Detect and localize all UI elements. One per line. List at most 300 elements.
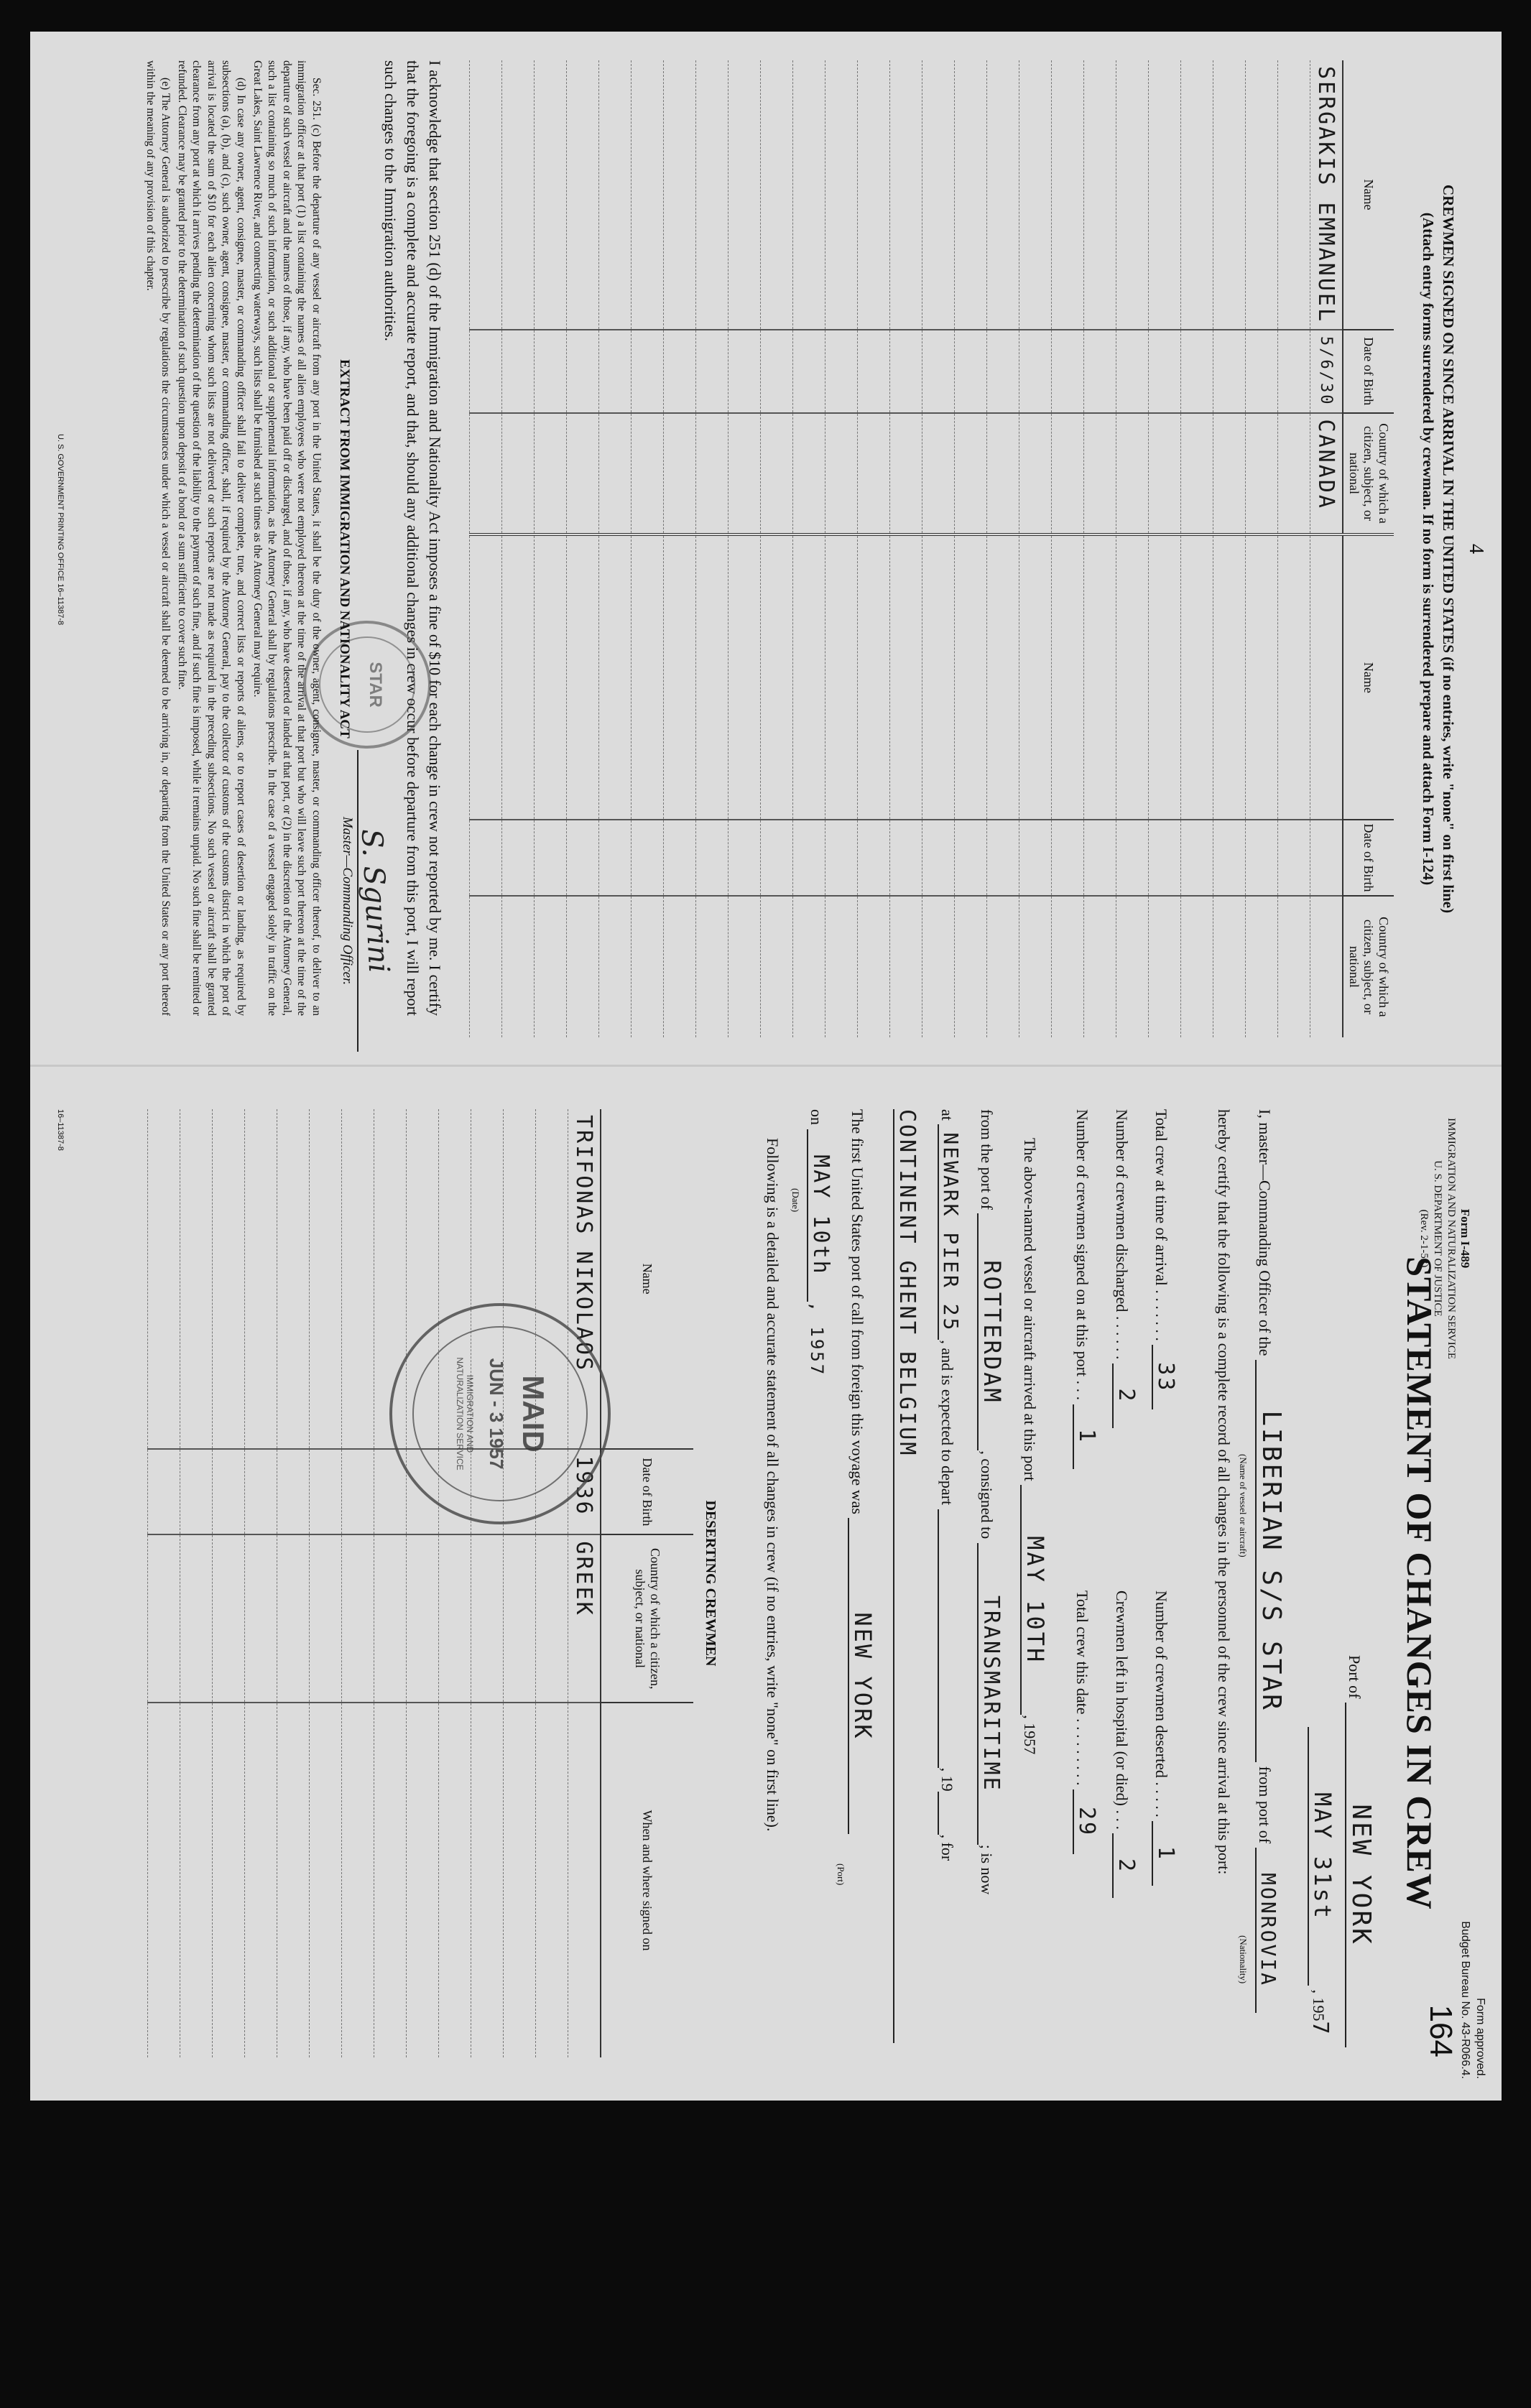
signed-name-cell [1051, 60, 1083, 330]
origin-prefix: from the port of [978, 1109, 996, 1210]
deserting-name-cell [277, 1109, 310, 1449]
signed-country-cell-2 [986, 896, 1019, 1037]
arrived-year: , 1957 [1021, 1715, 1039, 1755]
signed-dob-cell [728, 330, 760, 412]
deserting-country-cell [504, 1534, 536, 1703]
col-header-dob-2: Date of Birth [1343, 820, 1394, 896]
port-caption: (Port) [836, 1863, 846, 1886]
count-discharged-row: Number of crewmen discharged . . . . . . 2 [1112, 1109, 1139, 1428]
signed-on-row [1148, 60, 1180, 1037]
signed-on-heading-line1: CREWMEN SIGNED ON SINCE ARRIVAL IN THE UNITED STATES (if no entries, write "none" on first line) [1440, 184, 1457, 914]
signed-dob-cell [695, 330, 728, 412]
signed-country-cell [631, 413, 663, 535]
departure-year-blank [938, 1792, 958, 1835]
signed-on-row [1083, 60, 1116, 1037]
total-this-date-label: Total crew this date [1073, 1590, 1091, 1715]
signed-on-row [663, 60, 695, 1037]
signed-name-cell-2 [986, 534, 1019, 820]
signed-dob-cell [1213, 330, 1245, 412]
departure-date-blank [938, 1509, 958, 1768]
deserting-row [342, 1109, 374, 2057]
signed-dob-cell [857, 330, 889, 412]
extract-paragraph-d: (d) In case any owner, agent, consignee, master, or commanding officer shall fail to deliver complete, true, and correct lists or reports of aliens, or to report cases of desertion or landing, as required by subsections (a), (b), and (c), such owner, agent, consignee, master, or commanding officer, shall, if required by the Attorney General, pay to the collector of customs of the customs district in which the port of arrival is located the sum of $10 for each alien concerning whom such lists are not delivered or such reports are not made as required in the preceding subsections. No such vessel or aircraft shall be granted clearance from any port at which it arrives pending the determination of the question of the liability to the payment of such fine, and if such fine is imposed, while it remains unpaid. No such fine shall be remitted or refunded. Clearance may be granted prior to the determination of such question upon deposit of a bond or a sum sufficient to cover such fine. [175, 60, 247, 1016]
signed-country-cell [922, 413, 954, 535]
signed-country-cell [534, 413, 566, 535]
signed-dob-cell-2 [1083, 820, 1116, 896]
budget-bureau-label: Budget Bureau No. 43-R066.4. [1459, 1921, 1472, 2079]
deserting-dob-cell [342, 1449, 374, 1534]
signed-name-cell-2 [922, 534, 954, 820]
signed-name-cell-2 [825, 534, 857, 820]
signed-on-label: Number of crewmen signed on at this port [1073, 1109, 1091, 1377]
signed-country-cell [1019, 413, 1051, 535]
signed-dob-cell-2 [1148, 820, 1180, 896]
signed-country-cell [954, 413, 986, 535]
deserting-when-cell [180, 1703, 213, 2057]
signed-country-cell [1180, 413, 1213, 535]
total-this-date-value: 29 [1073, 1789, 1099, 1854]
signed-name-cell-2 [663, 534, 695, 820]
signed-name-cell [760, 60, 792, 330]
signed-country-cell-2 [889, 896, 922, 1037]
signed-country-cell [695, 413, 728, 535]
signed-dob-cell [954, 330, 986, 412]
signed-country-cell [1245, 413, 1277, 535]
arrived-prefix: The above-named vessel or aircraft arrived at this port [1021, 1138, 1039, 1481]
deserting-title: DESERTING CREWMEN [703, 1500, 718, 1667]
signed-country-cell-2 [534, 896, 566, 1037]
signed-dob-cell [1083, 330, 1116, 412]
signed-dob-cell-2 [889, 820, 922, 896]
signed-on-row [1019, 60, 1051, 1037]
signed-name-cell [534, 60, 566, 330]
for-label: , for [938, 1834, 956, 1861]
signed-country-cell [1277, 413, 1310, 535]
deserting-name-cell [245, 1109, 277, 1449]
count-deserted-row: Number of crewmen deserted . . . . . 1 [1152, 1590, 1178, 1886]
immigration-stamp-agency: IMMIGRATION AND NATURALIZATION SERVICE [454, 1357, 475, 1471]
signed-dob-cell-2 [760, 820, 792, 896]
deserting-country-cell [148, 1534, 180, 1703]
signed-dob-cell-2 [501, 820, 534, 896]
signed-dob-cell [1277, 330, 1310, 412]
signed-on-row [792, 60, 825, 1037]
deserting-row [148, 1109, 180, 2057]
signed-name-cell-2 [598, 534, 631, 820]
deserting-when-cell [439, 1703, 471, 2057]
deserted-label: Number of crewmen deserted [1152, 1590, 1170, 1778]
signed-country-cell-2 [695, 896, 728, 1037]
discharged-value: 2 [1112, 1363, 1139, 1428]
master-row [1255, 1109, 1286, 2013]
signed-name-cell [857, 60, 889, 330]
signed-name-cell-2 [792, 534, 825, 820]
signed-name-cell-2 [1213, 534, 1245, 820]
signed-on-row [760, 60, 792, 1037]
first-port-value: NEW YORK [848, 1518, 876, 1834]
signed-dob-cell-2 [566, 820, 598, 896]
signed-country-cell-2 [598, 896, 631, 1037]
report-date-row [1308, 1727, 1336, 2037]
signed-name-cell [1083, 60, 1116, 330]
signed-country-cell-2 [922, 896, 954, 1037]
signed-name-cell [825, 60, 857, 330]
signed-name-cell [728, 60, 760, 330]
first-port-label: The first United States port of call from foreign this voyage was [848, 1109, 866, 1514]
signed-country-cell-2 [631, 896, 663, 1037]
signed-dob-cell [598, 330, 631, 412]
signed-country-cell [663, 413, 695, 535]
from-port-label: from port of [1256, 1766, 1274, 1844]
signed-country-cell-2 [760, 896, 792, 1037]
deserting-row [310, 1109, 342, 2057]
discharged-label: Number of crewmen discharged [1113, 1109, 1131, 1312]
signed-dob-cell [534, 330, 566, 412]
at-label: at [938, 1109, 956, 1121]
signed-dob-cell-2 [792, 820, 825, 896]
footer-code: 16–11387-8 [56, 1109, 65, 1151]
hospital-value: 2 [1112, 1833, 1139, 1898]
page-number-4: 4 [1465, 544, 1487, 554]
deserting-country-cell [471, 1534, 504, 1703]
signed-name-cell [1277, 60, 1310, 330]
agency-line-1: IMMIGRATION AND NATURALIZATION SERVICE [1445, 1118, 1457, 1359]
acknowledgement-text: I acknowledge that section 251 (d) of the Immigration and Nationality Act imposes a fine of $10 for each change in crew not reported by me. I certify that the foregoing is a complete and accurate report, and that, should any additional changes in crew occur before departure from this port, I will report such changes to the Immigration authorities. [381, 60, 444, 1016]
first-port-row [848, 1109, 876, 1834]
signed-country-cell-2 [1213, 896, 1245, 1037]
deserting-row [180, 1109, 213, 2057]
signed-dob-cell [922, 330, 954, 412]
port-value: NEW YORK [1345, 1703, 1376, 2047]
signed-country-cell [728, 413, 760, 535]
signed-dob-cell [825, 330, 857, 412]
signed-on-table [469, 60, 1394, 1037]
signed-country-cell-2 [1051, 896, 1083, 1037]
printing-office-line: U. S. GOVERNMENT PRINTING OFFICE 16–11387-8 [56, 434, 65, 626]
signed-country-cell-2 [1148, 896, 1180, 1037]
signed-on-row [1245, 60, 1277, 1037]
expected-label: , and is expected to depart [938, 1340, 956, 1506]
deserting-dob-cell [277, 1449, 310, 1534]
signed-name-cell-2 [728, 534, 760, 820]
signed-country-cell-2 [825, 896, 857, 1037]
port-label: Port of [1346, 1655, 1364, 1699]
count-arrival-row: Total crew at time of arrival . . . . . . . 33 [1152, 1109, 1178, 1409]
page-four [30, 32, 1502, 1066]
extract-text [142, 60, 323, 1016]
signed-country-cell-2 [954, 896, 986, 1037]
signed-dob-cell-2 [1019, 820, 1051, 896]
deserting-row [277, 1109, 310, 2057]
deserting-country-cell [407, 1534, 439, 1703]
signed-country-cell [1083, 413, 1116, 535]
signed-country-cell [1116, 413, 1148, 535]
deserting-dob-cell [245, 1449, 277, 1534]
signed-country-cell [986, 413, 1019, 535]
deserting-when-cell [277, 1703, 310, 2057]
deserting-row [536, 1109, 568, 2057]
certify-text: hereby certify that the following is a complete record of all changes in the personnel of the crew since arrival at this port: [1215, 1109, 1233, 1875]
deserting-col-name: Name [601, 1109, 693, 1449]
deserting-dob-cell [310, 1449, 342, 1534]
deserting-when-cell [536, 1703, 568, 2057]
deserting-col-when: When and where signed on [601, 1703, 693, 2057]
signed-on-rows [469, 60, 1343, 1037]
signed-on-row [1051, 60, 1083, 1037]
deserting-dob-cell [148, 1449, 180, 1534]
col-header-dob: Date of Birth [1343, 330, 1394, 412]
deserting-row [374, 1109, 407, 2057]
deserted-value: 1 [1152, 1821, 1178, 1886]
deserting-country-cell [342, 1534, 374, 1703]
deserting-name-cell [148, 1109, 180, 1449]
signed-country-cell [501, 413, 534, 535]
nineteen-label: , 19 [938, 1767, 956, 1792]
origin-port: ROTTERDAM [977, 1213, 1006, 1450]
first-port-date-row [807, 1109, 833, 1376]
deserting-name-cell: TRIFONAS NIKOLAOS [568, 1109, 601, 1449]
signed-name-cell [598, 60, 631, 330]
deserting-when-cell [504, 1703, 536, 2057]
signed-country-cell-2 [1019, 896, 1051, 1037]
signed-name-cell-2 [1083, 534, 1116, 820]
signed-country-cell [566, 413, 598, 535]
signed-dob-cell [1019, 330, 1051, 412]
signed-dob-cell [889, 330, 922, 412]
signed-dob-cell [1148, 330, 1180, 412]
extract-title: EXTRACT FROM IMMIGRATION AND NATIONALITY ACT [337, 359, 352, 738]
deserting-row [245, 1109, 277, 2057]
signed-name-cell-2 [889, 534, 922, 820]
signed-dob-cell-2 [695, 820, 728, 896]
signed-name-cell-2 [631, 534, 663, 820]
signed-dob-cell-2 [986, 820, 1019, 896]
master-caption: Master—Commanding Officer. [339, 750, 359, 1052]
signed-country-cell-2 [566, 896, 598, 1037]
signed-name-cell: SERGAKIS EMMANUEL [1310, 60, 1343, 330]
signed-on-heading-line2: (Attach entry forms surrendered by crewman. If no form is surrendered prepare and attach Form I-124) [1419, 212, 1437, 886]
deserting-country-cell [374, 1534, 407, 1703]
signed-name-cell-2 [1019, 534, 1051, 820]
signed-name-cell [922, 60, 954, 330]
signed-name-cell-2 [1116, 534, 1148, 820]
signed-country-cell-2 [1116, 896, 1148, 1037]
signed-dob-cell [1051, 330, 1083, 412]
extract-paragraph-c: Sec. 251. (c) Before the departure of any vessel or aircraft from any port in the United States, it shall be the duty of the owner, agent, consignee, master, or commanding officer thereof, to deliver to an immigration officer at that port (1) a list containing the names of all alien employees who were not employed thereon at the time of the arrival at that port but who will leave such port thereon at the time of the departure of such vessel or aircraft and the names of those, if any, who have been paid off or discharged, and of those, if any, who have deserted or landed at that port, or (2) in the discretion of the Attorney General, such a list containing so much of such information, or such additional or supplemental information, as the Attorney General shall by regulations prescribe. In the case of a vessel engaged solely in traffic on the Great Lakes, Saint Lawrence River, and connecting waterways, such lists shall be furnished at such times as the Attorney General may require. [251, 60, 323, 1016]
immigration-stamp-word: MAID [517, 1375, 550, 1453]
form-revision-date: (Rev. 2-1-53) [1418, 1209, 1430, 1268]
col-header-country-2: Country of which a citizen, subject, or national [1343, 896, 1394, 1037]
hospital-label: Crewmen left in hospital (or died) [1113, 1590, 1131, 1806]
is-now-label: ; is now [978, 1844, 996, 1895]
signed-country-cell [792, 413, 825, 535]
deserting-when-cell [310, 1703, 342, 2057]
signed-name-cell-2 [534, 534, 566, 820]
signed-name-cell-2 [501, 534, 534, 820]
signed-country-cell: CANADA [1310, 413, 1343, 535]
extract-paragraph-e: (e) The Attorney General is authorized to prescribe by regulations the circumstances under which a vessel or aircraft shall be deemed to be arriving in, or departing from the United States or any port thereof within the meaning of any provision of this chapter. [144, 60, 172, 1016]
signed-dob-cell [760, 330, 792, 412]
deserting-name-cell [310, 1109, 342, 1449]
signed-country-cell [1051, 413, 1083, 535]
report-year-hand: 7 [1308, 2021, 1333, 2037]
signed-name-cell [986, 60, 1019, 330]
signed-dob-cell-2 [1245, 820, 1277, 896]
deserting-country-cell [213, 1534, 245, 1703]
count-signed-on-row: Number of crewmen signed on at this port . . . 1 [1073, 1109, 1099, 1469]
signed-on-heading [1417, 60, 1458, 1037]
signed-dob-cell-2 [598, 820, 631, 896]
signed-country-cell [889, 413, 922, 535]
on-label: on [808, 1109, 825, 1125]
signed-on-row [501, 60, 534, 1037]
immigration-stamp [389, 1303, 611, 1524]
signed-name-cell [1019, 60, 1051, 330]
signed-country-cell-2 [792, 896, 825, 1037]
signed-country-cell [1148, 413, 1180, 535]
origin-row [977, 1109, 1006, 1894]
deserting-country-cell [439, 1534, 471, 1703]
nationality-value: MONROVIA [1255, 1848, 1280, 2013]
on-year: , 1957 [807, 1301, 827, 1377]
signed-on-table-header [1343, 60, 1394, 1037]
signed-name-cell [631, 60, 663, 330]
signed-name-cell [469, 60, 501, 330]
signed-name-cell-2 [695, 534, 728, 820]
deserting-col-dob: Date of Birth [601, 1449, 693, 1534]
signed-on-row [986, 60, 1019, 1037]
master-prefix: I, master—Commanding Officer of the [1256, 1109, 1274, 1356]
deserting-when-cell [407, 1703, 439, 2057]
signed-country-cell-2 [1180, 896, 1213, 1037]
immigration-stamp-date: JUN - 3 1957 [486, 1358, 507, 1470]
signed-dob-cell-2 [728, 820, 760, 896]
signed-name-cell [889, 60, 922, 330]
deserting-name-cell [180, 1109, 213, 1449]
signed-dob-cell-2 [825, 820, 857, 896]
signed-country-cell-2 [1310, 896, 1343, 1037]
signed-name-cell [1180, 60, 1213, 330]
col-header-name-2: Name [1343, 534, 1394, 820]
arrival-row [1020, 1138, 1049, 1754]
signed-dob-cell [663, 330, 695, 412]
total-crew-arrival-label: Total crew at time of arrival [1152, 1109, 1170, 1286]
signed-dob-cell-2 [922, 820, 954, 896]
deserting-row [407, 1109, 439, 2057]
deserting-country-cell [245, 1534, 277, 1703]
signed-country-cell [598, 413, 631, 535]
signed-on-row [889, 60, 922, 1037]
deserting-when-cell [568, 1703, 601, 2057]
signed-on-row [1116, 60, 1148, 1037]
deserting-row [504, 1109, 536, 2057]
destination-value: CONTINENT GHENT BELGIUM [893, 1109, 920, 2043]
deserting-table [147, 1109, 693, 2057]
signed-dob-cell-2 [631, 820, 663, 896]
signed-dob-cell-2 [1310, 820, 1343, 896]
signed-on-row [728, 60, 760, 1037]
form-number: Form I-489 [1458, 1208, 1472, 1269]
report-year-printed: , 195 [1310, 1989, 1328, 2022]
deserting-country-cell [310, 1534, 342, 1703]
deserting-row [439, 1109, 471, 2057]
signed-on-row [695, 60, 728, 1037]
signed-dob-cell [792, 330, 825, 412]
signed-country-cell-2 [469, 896, 501, 1037]
signed-name-cell [792, 60, 825, 330]
document-sheet [30, 32, 1502, 2101]
signed-name-cell [1148, 60, 1180, 330]
signed-country-cell [1213, 413, 1245, 535]
deserting-dob-cell: 1936 [568, 1449, 601, 1534]
signed-name-cell-2 [760, 534, 792, 820]
vessel-caption: (Name of vessel or aircraft) [1238, 1454, 1249, 1557]
signed-dob-cell-2 [1051, 820, 1083, 896]
signed-name-cell-2 [1310, 534, 1343, 820]
signed-name-cell [663, 60, 695, 330]
signed-country-cell [469, 413, 501, 535]
signed-country-cell [825, 413, 857, 535]
consigned-label: , consigned to [978, 1450, 996, 1539]
deserting-dob-cell [213, 1449, 245, 1534]
signed-country-cell-2 [501, 896, 534, 1037]
consignee-value: TRANSMARITIME [977, 1543, 1004, 1845]
deserting-country-cell: GREEK [568, 1534, 601, 1703]
signed-dob-cell [986, 330, 1019, 412]
deserting-name-cell [342, 1109, 374, 1449]
deserting-country-cell [536, 1534, 568, 1703]
signed-name-cell-2 [1180, 534, 1213, 820]
signed-name-cell [501, 60, 534, 330]
sheet-number: 164 [1423, 2004, 1458, 2057]
signed-dob-cell: 5/6/30 [1310, 330, 1343, 412]
signed-name-cell [695, 60, 728, 330]
signed-dob-cell-2 [954, 820, 986, 896]
signed-dob-cell [1245, 330, 1277, 412]
signed-on-row [534, 60, 566, 1037]
signed-dob-cell [1116, 330, 1148, 412]
signed-dob-cell [566, 330, 598, 412]
deserting-rows [148, 1109, 601, 2057]
deserting-country-cell [180, 1534, 213, 1703]
signed-name-cell-2 [1245, 534, 1277, 820]
signed-name-cell-2 [1148, 534, 1180, 820]
following-text: Following is a detailed and accurate statement of all changes in crew (if no entries, write "none" on first line). [764, 1138, 782, 1832]
signed-dob-cell-2 [1116, 820, 1148, 896]
count-hospital-row: Crewmen left in hospital (or died) . . . 2 [1112, 1590, 1139, 1898]
signed-dob-cell-2 [534, 820, 566, 896]
destination-row [893, 1109, 920, 2043]
nationality-caption: (Nationality) [1238, 1935, 1249, 1984]
total-crew-arrival-value: 33 [1152, 1345, 1178, 1409]
on-date: MAY 10th [807, 1129, 833, 1302]
signed-on-row [1213, 60, 1245, 1037]
location-value: NEWARK PIER 25 [938, 1124, 963, 1340]
signed-dob-cell [501, 330, 534, 412]
signed-name-cell-2 [469, 534, 501, 820]
arrived-date: MAY 10TH [1020, 1485, 1049, 1715]
signed-country-cell-2 [1083, 896, 1116, 1037]
signed-name-cell-2 [857, 534, 889, 820]
deserting-when-cell [213, 1703, 245, 2057]
signed-on-value: 1 [1073, 1404, 1099, 1469]
port-row [1345, 1655, 1376, 2047]
deserting-when-cell [245, 1703, 277, 2057]
deserting-row [213, 1109, 245, 2057]
signed-dob-cell [1180, 330, 1213, 412]
report-date-value: MAY 31st [1308, 1727, 1336, 1986]
deserting-dob-cell [180, 1449, 213, 1534]
